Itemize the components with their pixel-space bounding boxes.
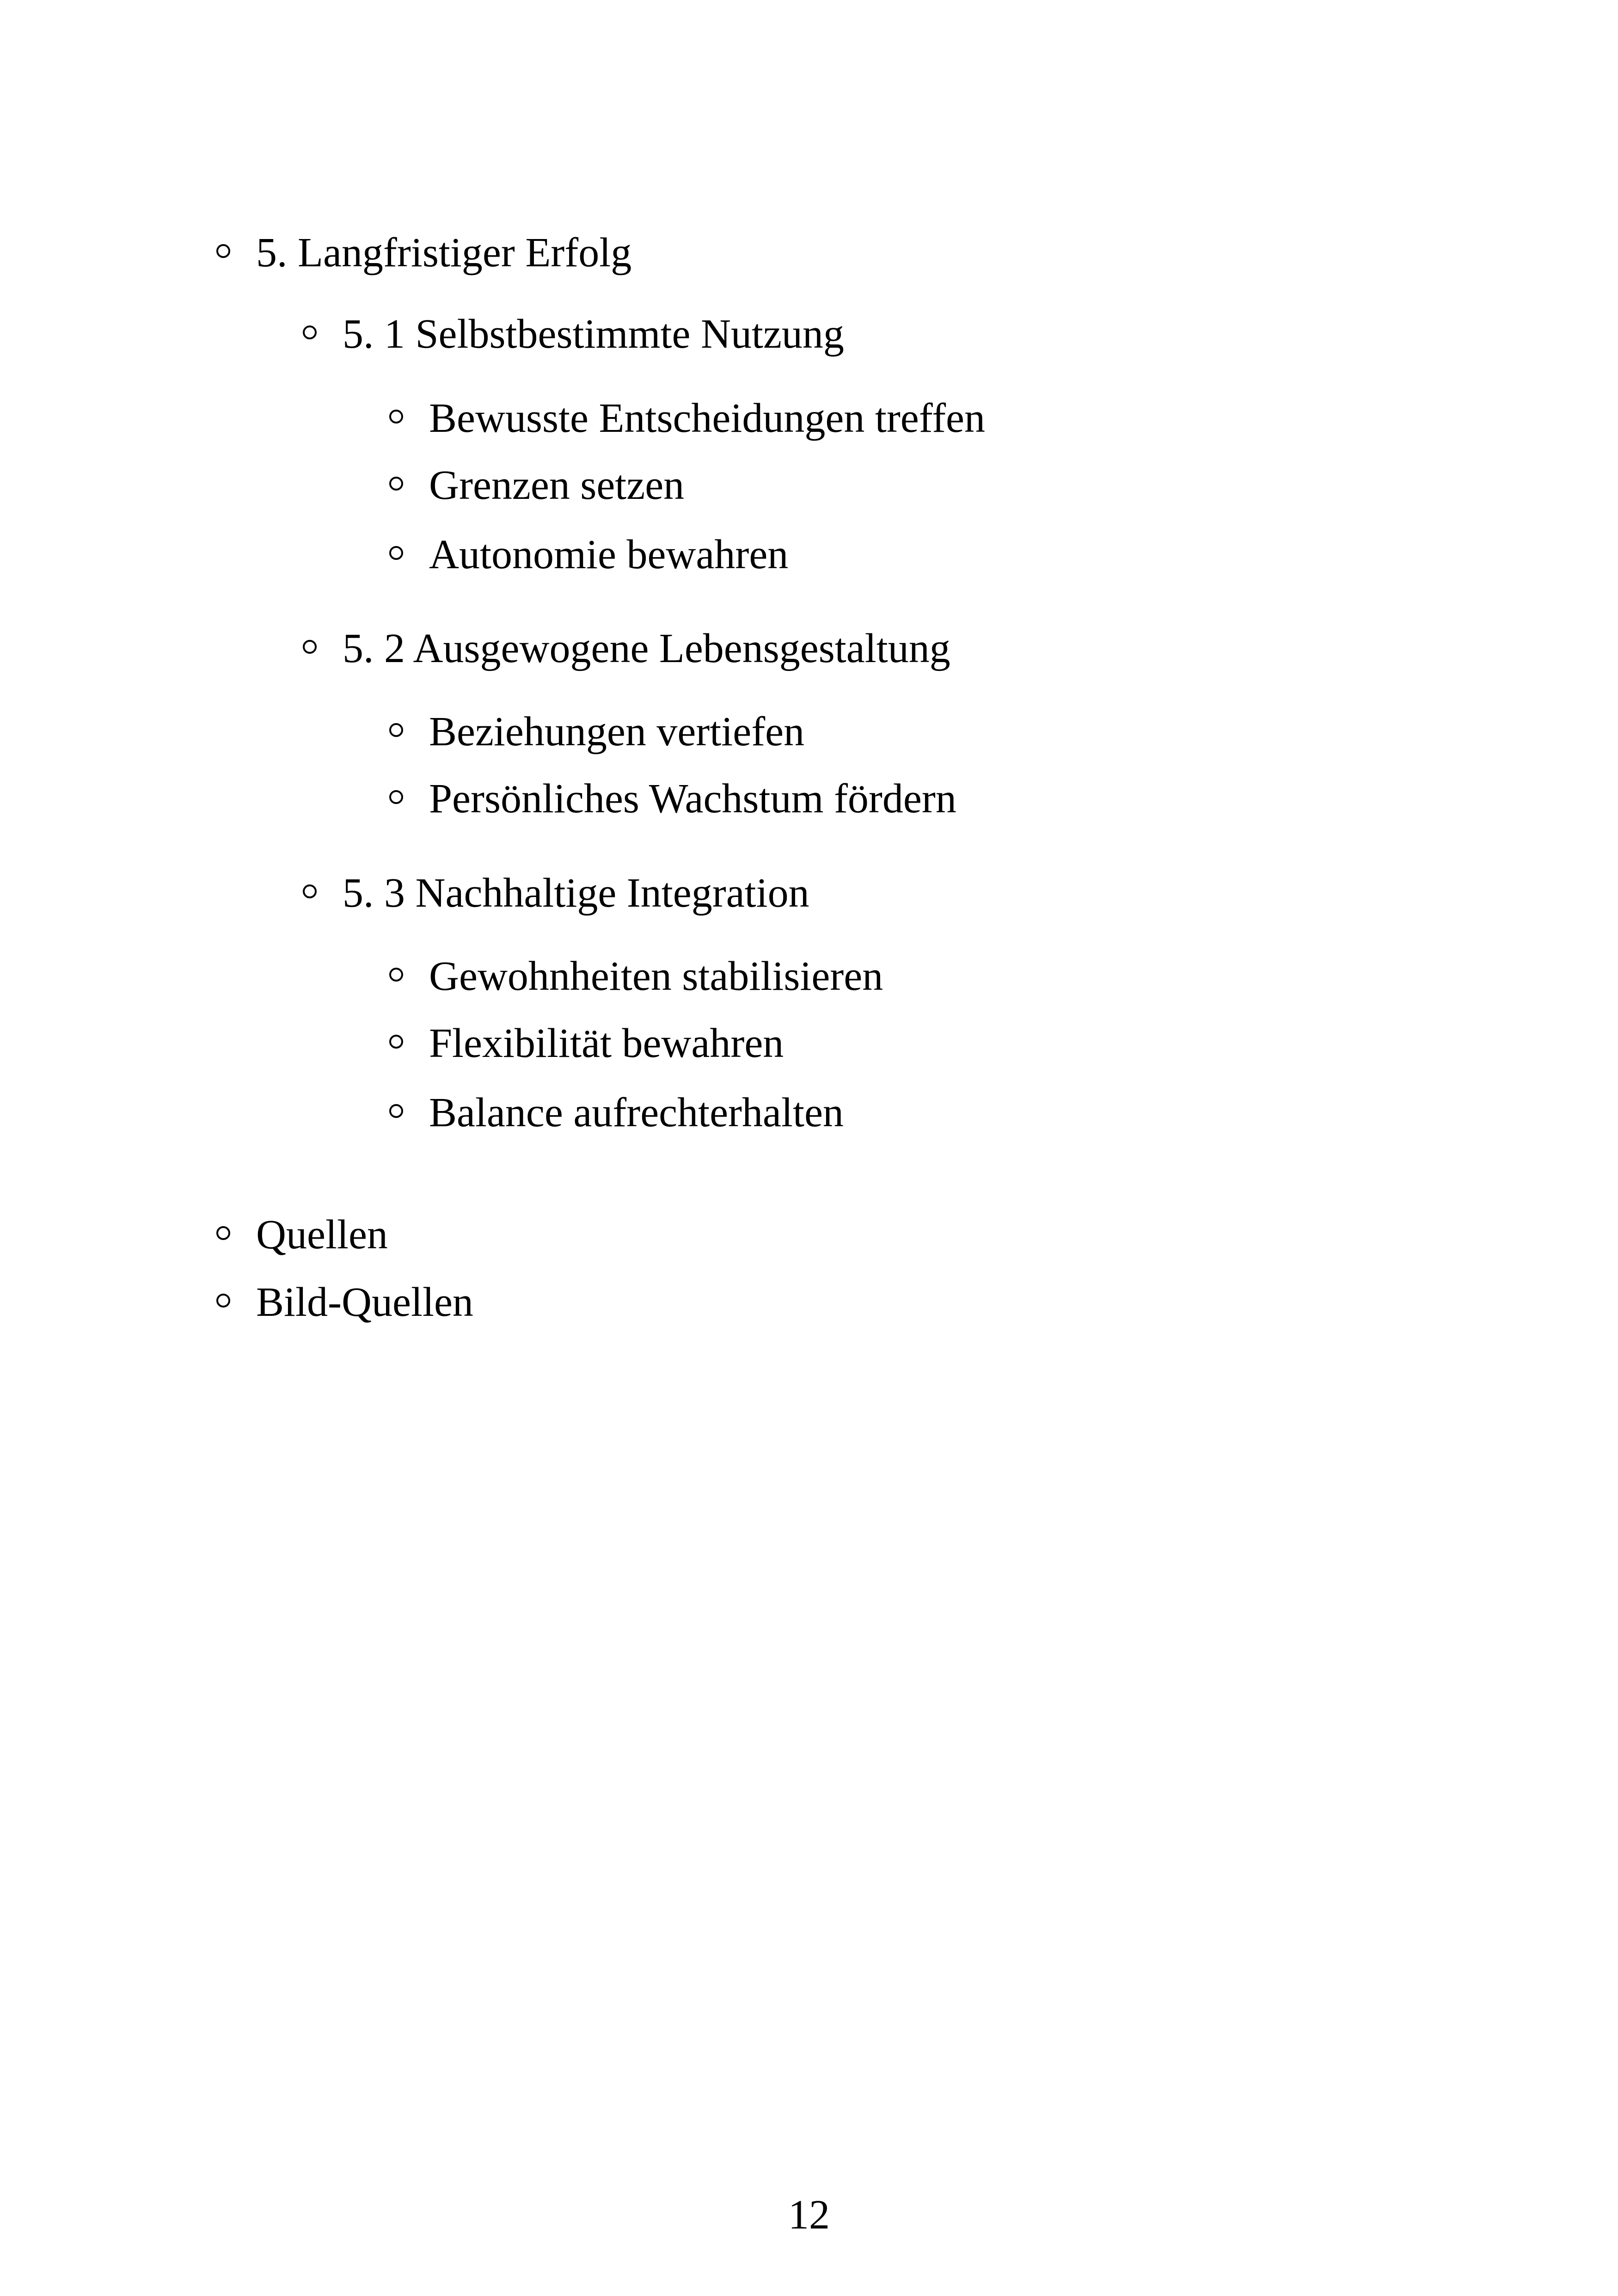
hollow-circle-bullet-icon <box>216 244 230 258</box>
hollow-circle-bullet-icon <box>389 790 403 804</box>
hollow-circle-bullet-icon <box>389 410 403 424</box>
hollow-circle-bullet-icon <box>303 884 317 898</box>
outline-item-label: 5. 3 Nachhaltige Integration <box>343 870 809 916</box>
outline-item-label: 5. Langfristiger Erfolg <box>256 230 632 276</box>
outline-item-label: Bewusste Entscheidungen treffen <box>429 395 986 441</box>
outline-item-label: Quellen <box>256 1212 388 1258</box>
outline-item-label: Bild-Quellen <box>256 1279 473 1325</box>
hollow-circle-bullet-icon <box>389 1104 403 1118</box>
outline-item-label: Autonomie bewahren <box>429 532 789 577</box>
outline-item-label: Gewohnheiten stabilisieren <box>429 953 883 999</box>
hollow-circle-bullet-icon <box>389 1035 403 1049</box>
hollow-circle-bullet-icon <box>389 546 403 560</box>
outline-item-label: 5. 2 Ausgewogene Lebensgestaltung <box>343 626 950 671</box>
hollow-circle-bullet-icon <box>389 723 403 737</box>
outline-item-label: Grenzen setzen <box>429 462 685 508</box>
hollow-circle-bullet-icon <box>303 325 317 339</box>
hollow-circle-bullet-icon <box>303 640 317 654</box>
outline-item-label: Persönliches Wachstum fördern <box>429 776 956 822</box>
hollow-circle-bullet-icon <box>389 477 403 491</box>
hollow-circle-bullet-icon <box>389 968 403 982</box>
hollow-circle-bullet-icon <box>216 1226 230 1240</box>
outline-item-label: Beziehungen vertiefen <box>429 709 805 755</box>
outline-item-label: Flexibilität bewahren <box>429 1020 784 1066</box>
hollow-circle-bullet-icon <box>216 1294 230 1308</box>
outline-item-label: 5. 1 Selbstbestimmte Nutzung <box>343 311 844 357</box>
page-number: 12 <box>788 2192 830 2238</box>
outline-item-label: Balance aufrechterhalten <box>429 1090 844 1136</box>
